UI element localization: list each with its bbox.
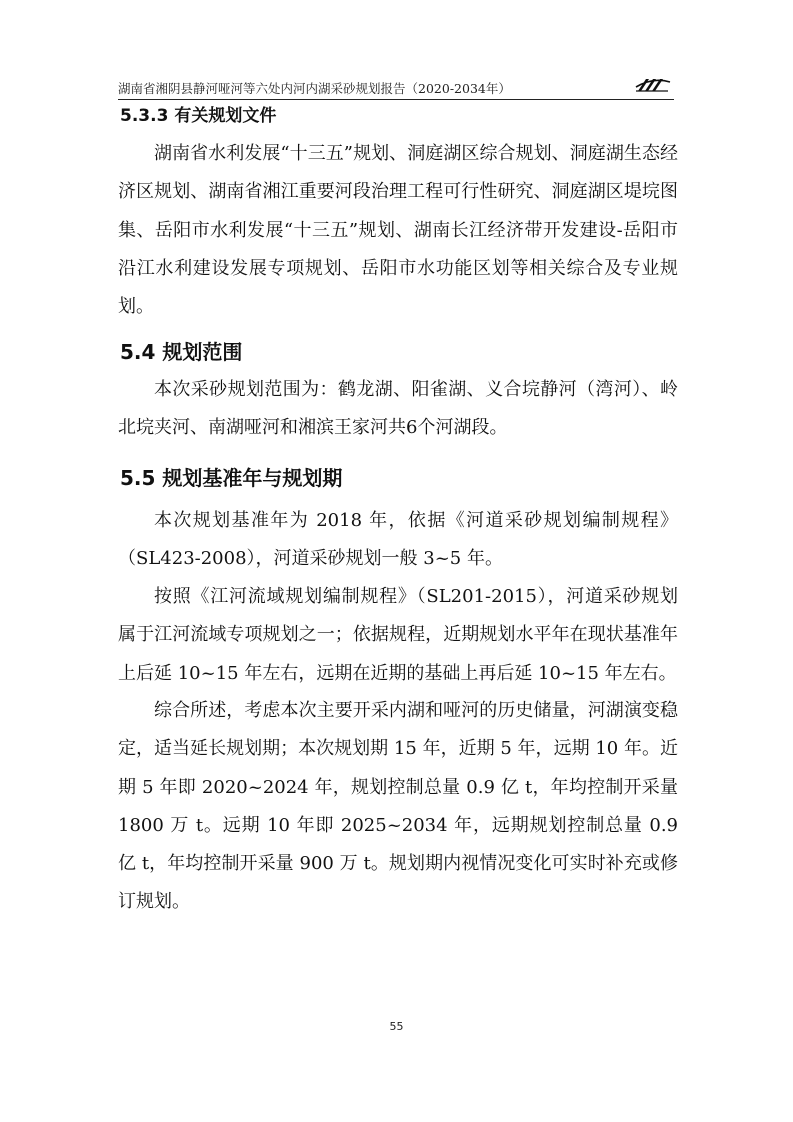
header-divider (118, 99, 674, 100)
page-number: 55 (389, 1020, 404, 1033)
section-heading-5-3-3: 5.3.3 有关规划文件 (120, 106, 277, 126)
header-title: 湖南省湘阴县静河哑河等六处内河内湖采砂规划报告（2020-2034年） (118, 81, 511, 96)
paragraph: 本次采砂规划范围为：鹤龙湖、阳雀湖、义合垸静河（湾河）、岭北垸夹河、南湖哑河和湘滨王家河共6个河湖段。 (118, 379, 678, 439)
paragraph: 本次规划基准年为 2018 年，依据《河道采砂规划编制规程》（SL423-2008），河道采砂规划一般 3~5 年。 (118, 510, 678, 570)
paragraph: 湖南省水利发展“十三五”规划、洞庭湖区综合规划、洞庭湖生态经济区规划、湖南省湘江重要河段治理工程可行性研究、洞庭湖区堤垸图集、岳阳市水利发展“十三五”规划、湖南长江经济带开发建设-岳阳市沿江水利建设发展专项规划、岳阳市水功能区划等相关综合及专业规划。 (118, 143, 678, 318)
paragraph: 按照《江河流域规划编制规程》（SL201-2015），河道采砂规划属于江河流域专项规划之一；依据规程，近期规划水平年在现状基准年上后延 10~15 年左右，远期在近期的基础上再后延 10~15 年左右。 (118, 586, 678, 684)
section-heading-5-5: 5.5 规划基准年与规划期 (120, 466, 343, 490)
paragraph: 综合所述，考虑本次主要开采内湖和哑河的历史储量，河湖演变稳定，适当延长规划期；本次规划期 15 年，近期 5 年，远期 10 年。近期 5 年即 2020~2024 年，规划控制总量 0.9 亿 t，年均控制开采量 1800 万 t。远期 10 年即 2025~2034 年，远期规划控制总量 0.9 亿 t，年均控制开采量 900 万 t。规划期内视情况变化可实时补充或修订规划。 (118, 700, 678, 913)
section-heading-5-4: 5.4 规划范围 (120, 340, 243, 364)
page-header (118, 76, 674, 98)
company-logo-icon (634, 76, 672, 94)
